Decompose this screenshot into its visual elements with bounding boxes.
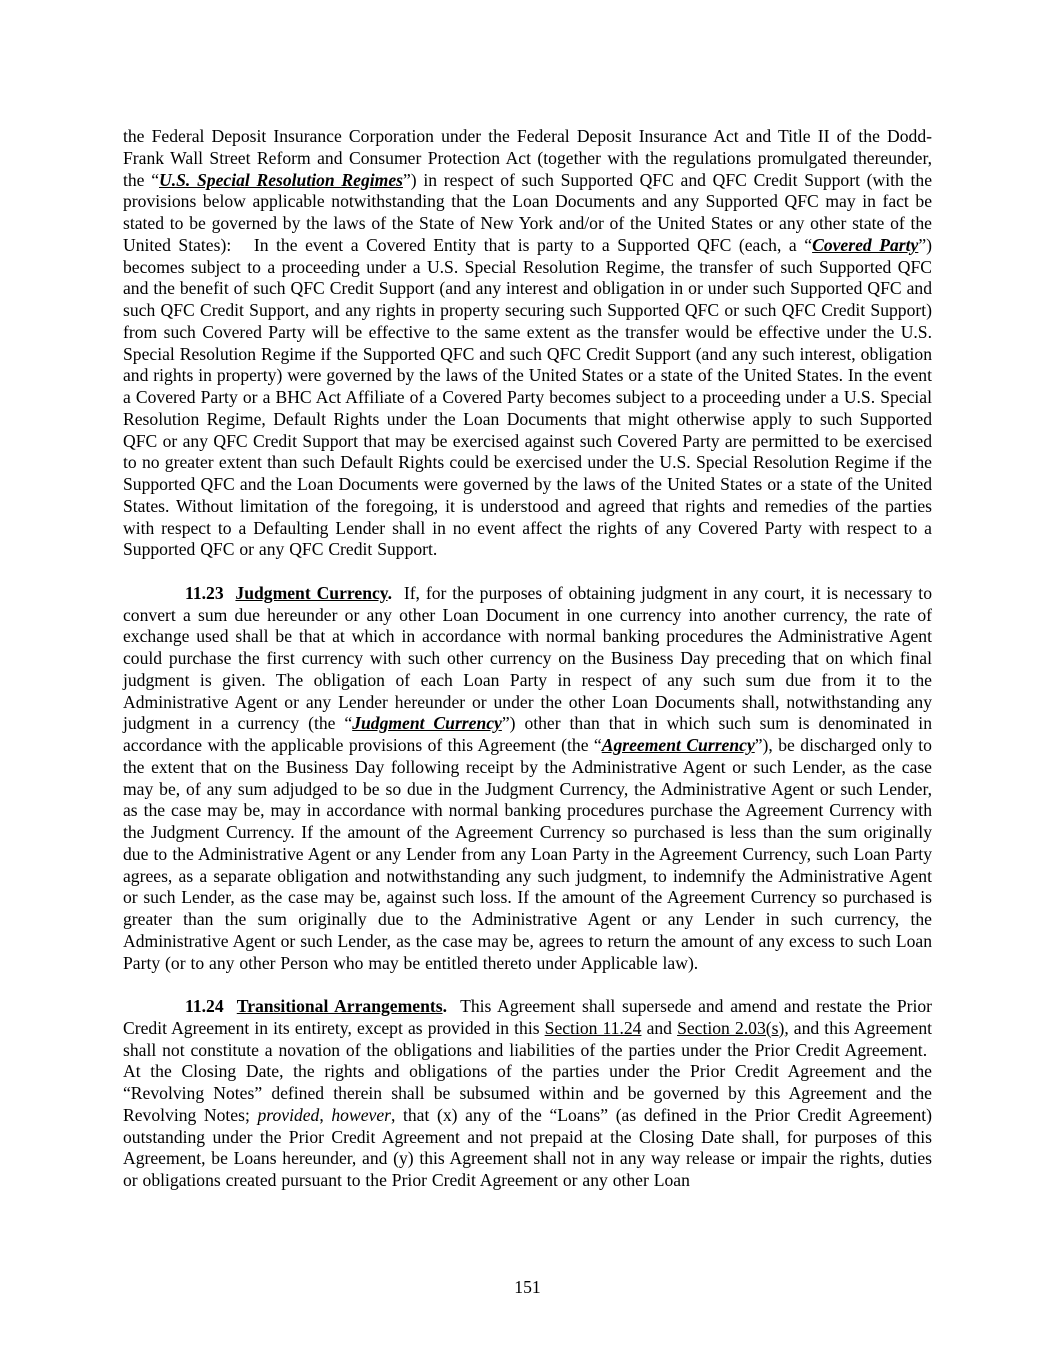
text-run: ”) other than that in which such sum is denominated in accordance with the applicable provisions of this Agreement (the “ — [123, 713, 932, 755]
text-run: ”), be discharged only to the extent that on the Business Day following receipt by the Administrative Agent or such Lender, as the case may be, of any sum adjudged to be so due in the Judgment Currency, the Administrative Agent or such Lender, as the case may be, may in accordance with normal banking procedures purchase the Agreement Currency with the Judgment Currency. If the amount of the Agreement Currency so purchased is less than the sum originally due to the Administrative Agent or any Lender from any Loan Party in the Agreement Currency, such Loan Party agrees, as a separate obligation and notwithstanding any such judgment, to indemnify the Administrative Agent or such Lender, as the case may be, against such loss. If the amount of the Agreement Currency so purchased is greater than the sum originally due to the Administrative Agent or any Lender in such currency, the Administrative Agent or such Lender, as the case may be, agrees to return the amount of any excess to such Loan Party (or to any other Person who may be entitled thereto under Applicable law). — [123, 735, 932, 973]
document-body — [123, 126, 932, 1192]
term-judgment-currency: Judgment Currency — [352, 713, 502, 734]
crossref-section-11-24: Section 11.24 — [544, 1017, 642, 1038]
paragraph-transitional-arrangements — [123, 996, 932, 1192]
section-number-11-23: 11.23 — [185, 582, 236, 603]
crossref-section-2-03-s: Section 2.03(s) — [677, 1017, 785, 1038]
text-run-provided: provided — [257, 1104, 320, 1125]
section-heading-transitional-arrangements: Transitional Arrangements — [236, 996, 443, 1016]
paragraph-judgment-currency — [123, 583, 932, 975]
paragraph-qfc-provisions — [123, 126, 932, 561]
term-agreement-currency: Agreement Currency — [601, 735, 755, 755]
text-run: , — [319, 1104, 332, 1125]
term-covered-party: Covered Party — [812, 234, 919, 255]
text-run-however: however — [331, 1104, 391, 1125]
text-run: If, for the purposes of obtaining judgment in any court, it is necessary to convert a sum due hereunder or any other Loan Document in one currency into another currency, the rate of exchange used shall be that at which in accordance with normal banking procedures the Administrative Agent could purchase the first currency with such other currency on the Business Day preceding that on which final judgment is given. The obligation of each Loan Party in respect of any such sum due from it to the Administrative Agent or any Lender hereunder or under the other Loan Documents shall, notwithstanding any judgment in a currency (the “ — [123, 582, 932, 734]
text-run: This Agreement shall supersede and amend and restate the Prior Credit Agreement in its entirety, except as provided in this — [123, 996, 933, 1038]
text-run: . — [442, 996, 447, 1016]
section-heading-judgment-currency: Judgment Currency — [235, 582, 388, 603]
text-run: ”) in respect of such Supported QFC and QFC Credit Support (with the provisions below applicable notwithstanding that the Loan Documents and any Supported QFC may in fact be stated to be governed by the laws of the State of New York and/or of the United States or any other state of the United States): In the event a Covered Entity that is party to a Supported QFC (each, a “ — [123, 169, 933, 255]
text-run: , that (x) any of the “Loans” (as defined in the Prior Credit Agreement) outstanding under the Prior Credit Agreement and not prepaid at the Closing Date shall, for purposes of this Agreement, be Loans hereunder, and (y) this Agreement shall not in any way release or impair the rights, duties or obligations created pursuant to the Prior Credit Agreement or any other Loan — [123, 1104, 933, 1190]
page-footer — [0, 1277, 1055, 1299]
term-us-special-resolution-regimes: U.S. Special Resolution Regimes — [159, 169, 403, 190]
page-number: 151 — [514, 1277, 541, 1297]
text-run: , and this Agreement shall not constitute a novation of the obligations and liabilities of the parties under the Prior Credit Agreement. At the Closing Date, the rights and obligations of the parties under the Prior Credit Agreement and the “Revolving Notes” defined therein shall be subsumed within and be governed by this Agreement and the Revolving Notes; — [123, 1017, 933, 1125]
text-run: and — [641, 1017, 678, 1038]
text-run: . — [387, 582, 393, 603]
text-run: the Federal Deposit Insurance Corporation under the Federal Deposit Insurance Act and Title II of the Dodd-Frank Wall Street Reform and Consumer Protection Act (together with the regulations promulgated thereunder, the “ — [123, 126, 932, 190]
text-run: ”) becomes subject to a proceeding under a U.S. Special Resolution Regime, the transfer of such Supported QFC and the benefit of such QFC Credit Support (and any interest and obligation in or under such Supported QFC and such QFC Credit Support, and any rights in property securing such Supported QFC or such QFC Credit Support) from such Covered Party will be effective to the same extent as the transfer would be effective under the U.S. Special Resolution Regime if the Supported QFC and such QFC Credit Support (and any such interest, obligation and rights in property) were governed by the laws of the United States or a state of the United States. In the event a Covered Party or a BHC Act Affiliate of a Covered Party becomes subject to a proceeding under a U.S. Special Resolution Regime, Default Rights under the Loan Documents that might otherwise apply to such Supported QFC or any QFC Credit Support that may be exercised against such Covered Party are permitted to be exercised to no greater extent than such Default Rights could be exercised under the U.S. Special Resolution Regime if the Supported QFC and the Loan Documents were governed by the laws of the United States or a state of the United States. Without limitation of the foregoing, it is understood and agreed that rights and remedies of the parties with respect to a Defaulting Lender shall in no event affect the rights of any Covered Party with respect to a Supported QFC or any QFC Credit Support. — [123, 234, 933, 560]
section-number-11-24: 11.24 — [185, 996, 237, 1016]
